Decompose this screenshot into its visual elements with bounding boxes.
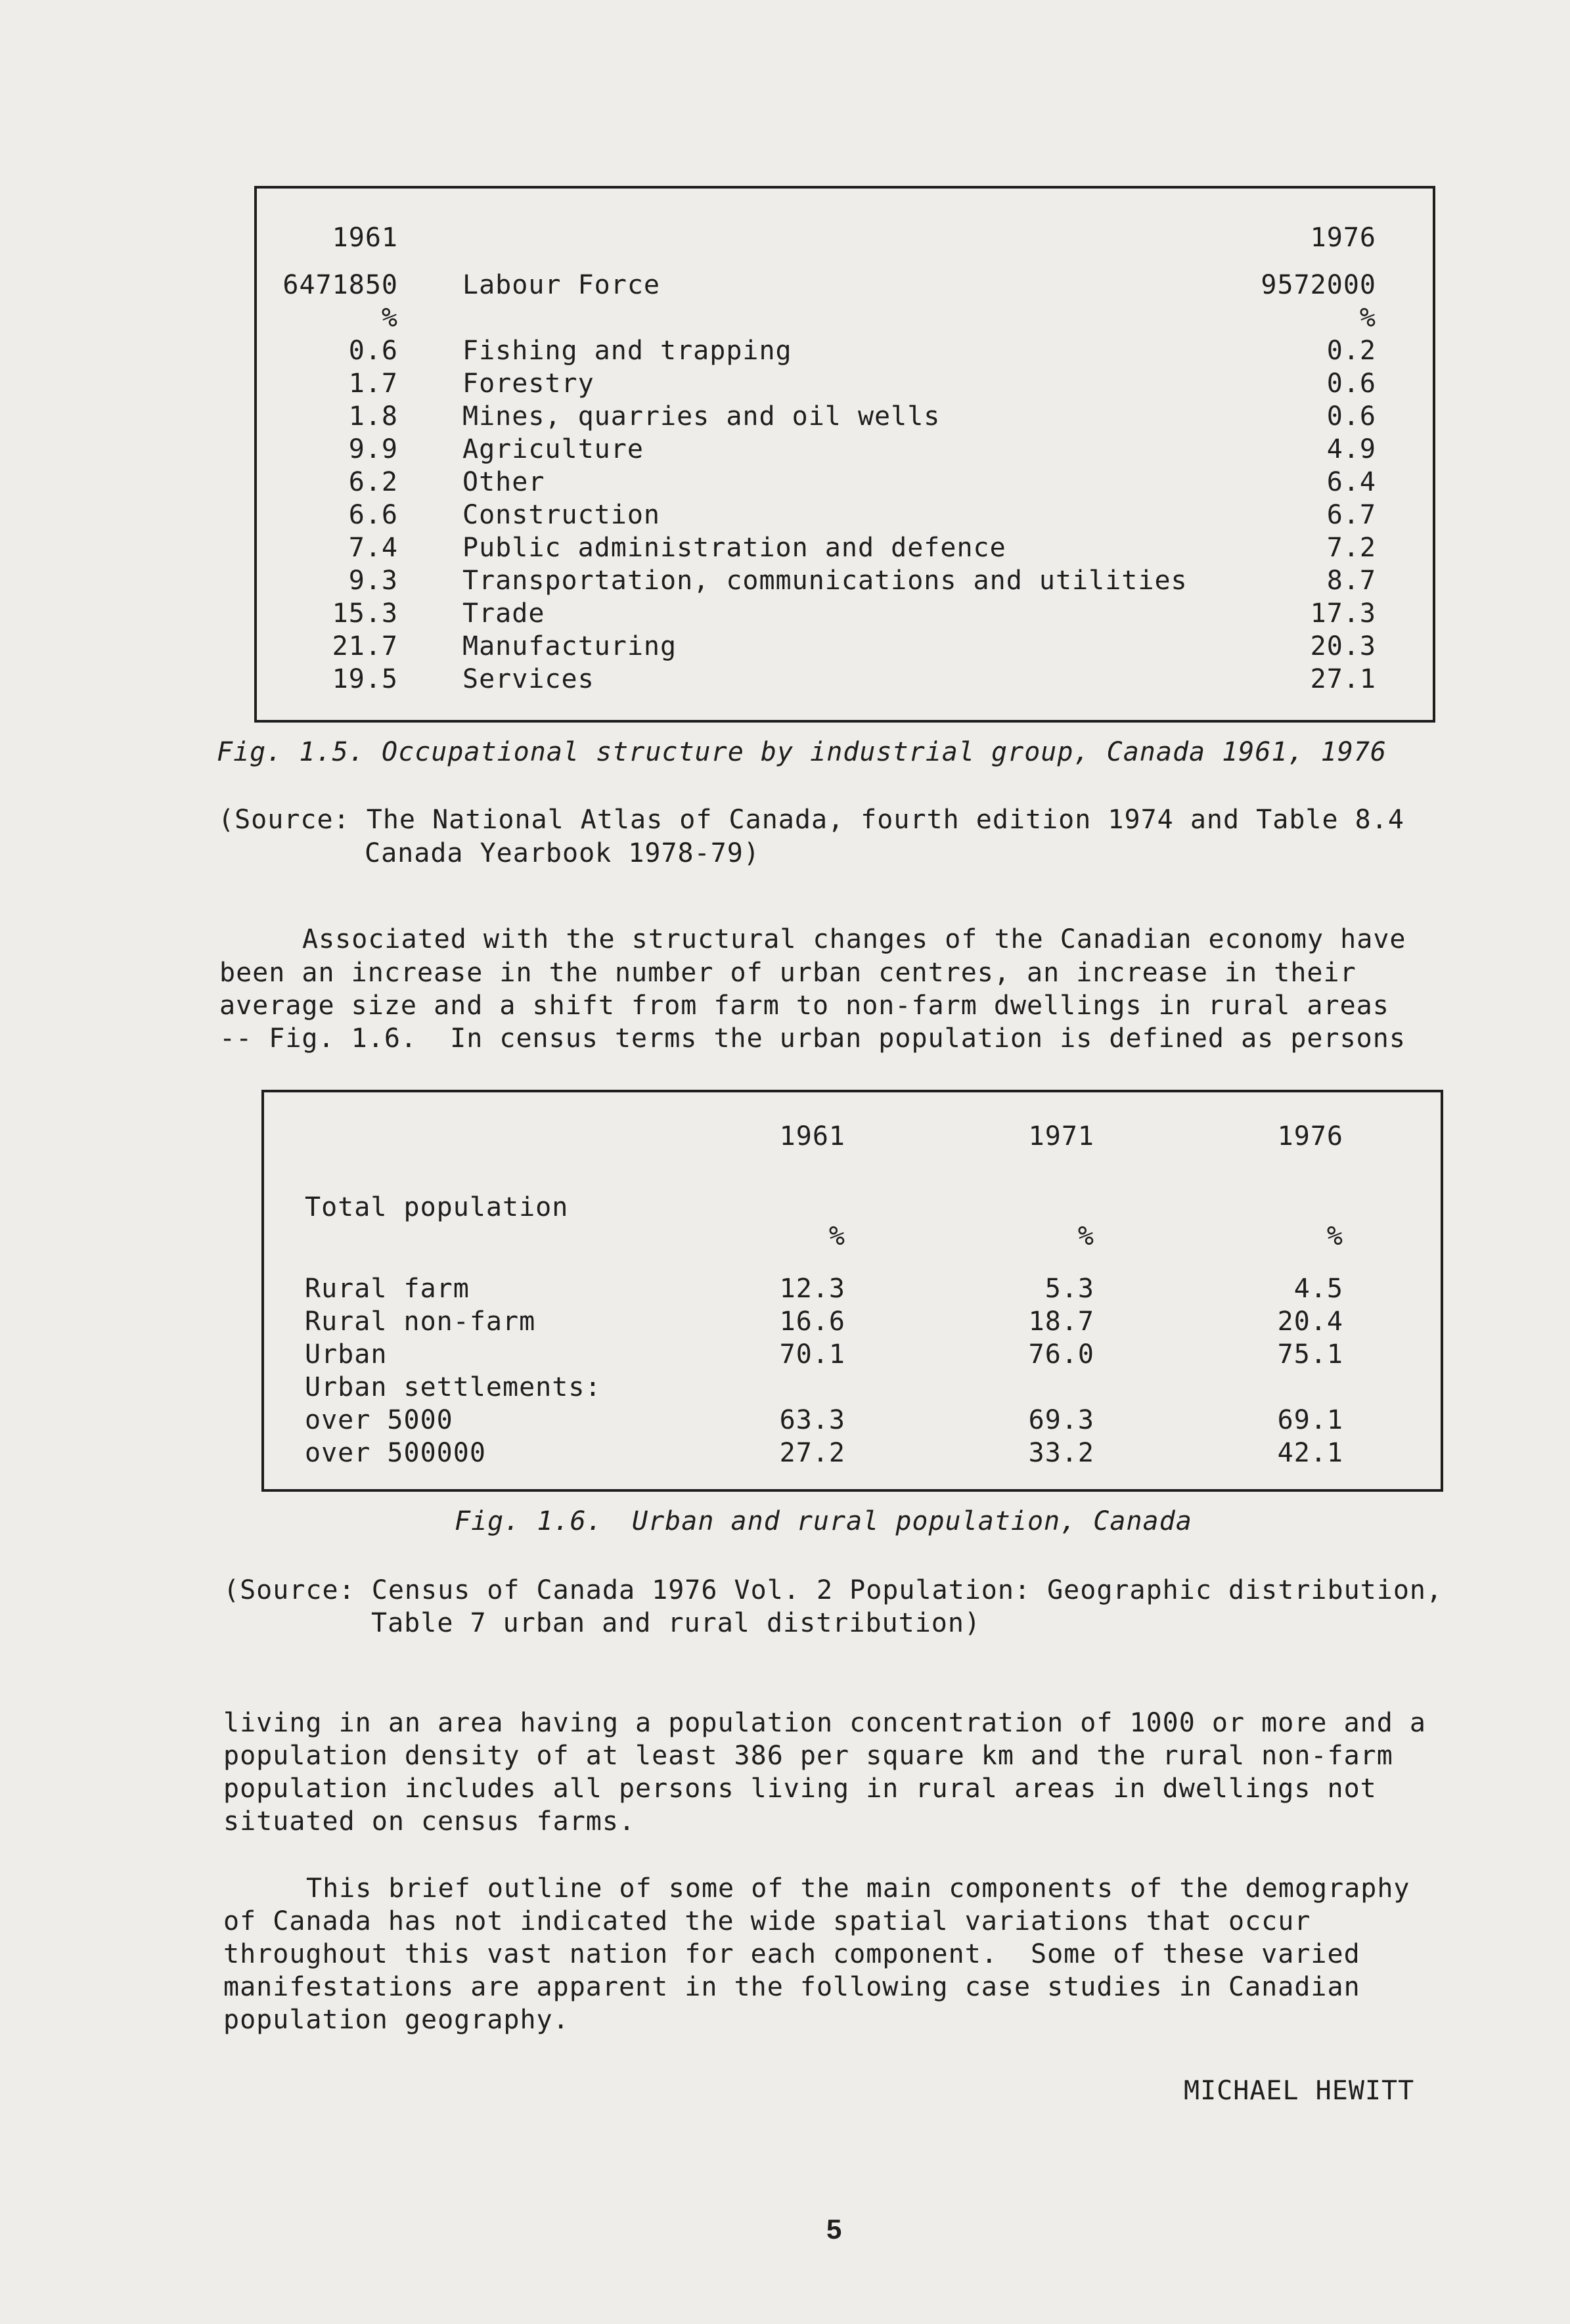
paragraph-line: of Canada has not indicated the wide spatial variations that occur <box>223 1906 1311 1936</box>
value-1961: 63.3 <box>779 1405 845 1435</box>
row-label: Public administration and defence <box>462 533 1006 563</box>
value-1976: 6.4 <box>1326 467 1376 497</box>
fig-1-5-number: Fig. 1.5. <box>217 737 365 767</box>
row-label: Forestry <box>462 369 594 399</box>
labour-force-table <box>254 186 1435 723</box>
value-1961: 7.4 <box>348 533 398 563</box>
paragraph-line: -- Fig. 1.6. In census terms the urban population is defined as persons <box>219 1023 1406 1054</box>
value-1961: 70.1 <box>779 1339 845 1370</box>
labour-force-label: Labour Force <box>462 270 660 300</box>
value-1971: 18.7 <box>1028 1307 1094 1337</box>
fig-1-6-source-line-2: Table 7 urban and rural distribution) <box>371 1608 981 1638</box>
row-label: Services <box>462 664 594 694</box>
value-1961: 15.3 <box>332 598 398 629</box>
value-1976: 4.5 <box>1293 1274 1343 1304</box>
paragraph-line: This brief outline of some of the main components of the demography <box>306 1873 1410 1904</box>
row-label: Rural non-farm <box>305 1307 536 1337</box>
value-1961: 0.6 <box>348 336 398 366</box>
value-1976: 7.2 <box>1326 533 1376 563</box>
percent-sign-1971: % <box>1077 1221 1094 1251</box>
value-1976: 42.1 <box>1277 1438 1343 1468</box>
fig-1-5-caption: Occupational structure by industrial group, Canada 1961, 1976 <box>382 737 1387 767</box>
row-label: over 5000 <box>305 1405 453 1435</box>
value-1976: 20.3 <box>1310 631 1376 661</box>
value-1961: 27.2 <box>779 1438 845 1468</box>
value-1961: 21.7 <box>332 631 398 661</box>
value-1976: 27.1 <box>1310 664 1376 694</box>
paragraph-line: population density of at least 386 per square km and the rural non-farm <box>223 1741 1393 1771</box>
row-label: Urban <box>305 1339 388 1370</box>
population-table <box>261 1090 1443 1492</box>
paragraph-line: Associated with the structural changes of the Canadian economy have <box>302 924 1406 954</box>
author-signature: MICHAEL HEWITT <box>1184 2076 1415 2106</box>
paragraph-line: been an increase in the number of urban centres, an increase in their <box>219 958 1357 988</box>
value-1961: 9.9 <box>348 434 398 464</box>
paragraph-line: living in an area having a population concentration of 1000 or more and a <box>223 1708 1426 1738</box>
paragraph-line: throughout this vast nation for each component. Some of these varied <box>223 1939 1360 1969</box>
year-1961-heading: 1961 <box>779 1121 845 1151</box>
percent-sign-1976: % <box>1326 1221 1343 1251</box>
row-label: over 500000 <box>305 1438 486 1468</box>
value-1976: 20.4 <box>1277 1307 1343 1337</box>
row-label: Transportation, communications and utilities <box>462 566 1188 596</box>
paragraph-line: population geography. <box>223 2005 570 2035</box>
row-label: Trade <box>462 598 545 629</box>
labour-force-1976: 9572000 <box>1261 270 1376 300</box>
row-label: Urban settlements: <box>305 1372 602 1402</box>
value-1971: 33.2 <box>1028 1438 1094 1468</box>
paragraph-line: manifestations are apparent in the following case studies in Canadian <box>223 1972 1360 2002</box>
value-1976: 0.6 <box>1326 369 1376 399</box>
row-label: Construction <box>462 500 660 530</box>
value-1961: 19.5 <box>332 664 398 694</box>
fig-1-6-caption: Urban and rural population, Canada <box>632 1506 1192 1536</box>
value-1971: 69.3 <box>1028 1405 1094 1435</box>
row-label: Manufacturing <box>462 631 677 661</box>
total-population-label: Total population <box>305 1192 569 1222</box>
value-1961: 6.6 <box>348 500 398 530</box>
fig-1-5-source-line-1: (Source: The National Atlas of Canada, fourth edition 1974 and Table 8.4 <box>218 805 1404 835</box>
value-1976: 75.1 <box>1277 1339 1343 1370</box>
percent-sign-1961: % <box>828 1221 845 1251</box>
page-number: 5 <box>826 2214 842 2245</box>
value-1976: 0.6 <box>1326 401 1376 432</box>
paragraph-line: population includes all persons living in rural areas in dwellings not <box>223 1774 1377 1804</box>
value-1976: 0.2 <box>1326 336 1376 366</box>
value-1961: 12.3 <box>779 1274 845 1304</box>
year-1976-heading: 1976 <box>1277 1121 1343 1151</box>
value-1961: 1.8 <box>348 401 398 432</box>
fig-1-6-number: Fig. 1.6. <box>455 1506 603 1536</box>
value-1976: 4.9 <box>1326 434 1376 464</box>
value-1971: 76.0 <box>1028 1339 1094 1370</box>
value-1971: 5.3 <box>1044 1274 1094 1304</box>
fig-1-5-source-line-2: Canada Yearbook 1978-79) <box>365 838 760 868</box>
paragraph-line: situated on census farms. <box>223 1806 636 1837</box>
row-label: Other <box>462 467 545 497</box>
value-1961: 1.7 <box>348 369 398 399</box>
row-label: Fishing and trapping <box>462 336 792 366</box>
percent-sign-1976: % <box>1359 303 1376 333</box>
value-1976: 6.7 <box>1326 500 1376 530</box>
fig-1-6-source-line-1: (Source: Census of Canada 1976 Vol. 2 Population: Geographic distribution, <box>223 1575 1443 1605</box>
value-1961: 9.3 <box>348 566 398 596</box>
value-1976: 8.7 <box>1326 566 1376 596</box>
percent-sign-1961: % <box>381 303 398 333</box>
row-label: Agriculture <box>462 434 644 464</box>
value-1976: 69.1 <box>1277 1405 1343 1435</box>
paragraph-line: average size and a shift from farm to non-farm dwellings in rural areas <box>219 991 1389 1021</box>
labour-force-1961: 6471850 <box>282 270 398 300</box>
year-1976-heading: 1976 <box>1310 223 1376 253</box>
value-1976: 17.3 <box>1310 598 1376 629</box>
value-1961: 6.2 <box>348 467 398 497</box>
year-1971-heading: 1971 <box>1028 1121 1094 1151</box>
value-1961: 16.6 <box>779 1307 845 1337</box>
year-1961-heading: 1961 <box>332 223 398 253</box>
row-label: Rural farm <box>305 1274 470 1304</box>
row-label: Mines, quarries and oil wells <box>462 401 941 432</box>
